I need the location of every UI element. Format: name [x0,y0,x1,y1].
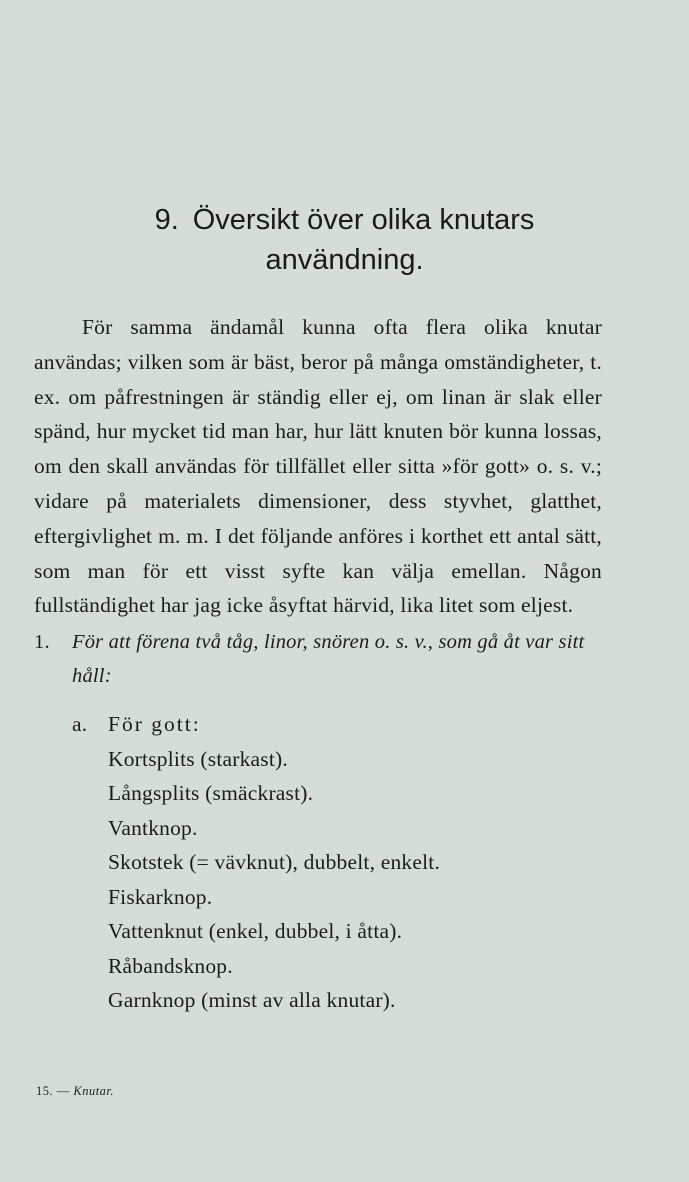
intro-paragraph: För samma ändamål kunna ofta flera olika knutar användas; vilken som är bäst, beror på många omständigheter, t. ex. om påfrestningen är ständig eller ej, om linan är slak eller spänd, hur mycket tid man har, hur lätt knuten bör kunna lossas, om den skall användas för tillfället eller sitta »för gott» o. s. v.; vidare på materialets dimensioner, dess styvhet, glatthet, eftergivlighet m. m. I det följande anföres i korthet ett antal sätt, som man för ett visst syfte kan välja emellan. Någon fullständighet har jag icke åsyftat härvid, lika litet som eljest. [34,315,602,618]
list-item-1 [34,625,602,693]
heading-title-part-1: Översikt över olika knutars [192,204,535,236]
page-body [34,310,602,1018]
heading-title-part-2: användning. [265,244,424,276]
list-item: Långsplits (smäckrast). [108,781,314,806]
section-number: 9. [154,204,179,236]
page-footer [36,1084,114,1099]
sub-item-a-letter: a. [72,712,88,737]
knot-list [34,742,602,1018]
list-item-1-number: 1. [34,631,50,654]
section-heading [0,200,689,280]
list-item-1-text: För att förena två tåg, linor, snören o. s. v., som gå åt var sitt håll: [72,631,585,688]
list-item: Vattenknut (enkel, dubbel, i åtta). [108,919,403,944]
list-item: Råbandsknop. [108,953,233,978]
sub-item-a [34,707,602,742]
list-item: Fiskarknop. [108,884,213,909]
footer-title: Knutar. [73,1084,115,1098]
footer-signature: 15. [36,1084,54,1098]
list-item: Skotstek (= vävknut), dubbelt, enkelt. [108,850,441,875]
list-item: Vantknop. [108,815,198,840]
sub-item-a-label: För gott: [108,712,201,737]
list-item: Kortsplits (starkast). [108,746,288,771]
list-item: Garnknop (minst av alla knutar). [108,988,396,1013]
heading-line-1 [0,200,689,240]
footer-dash: — [56,1084,70,1098]
